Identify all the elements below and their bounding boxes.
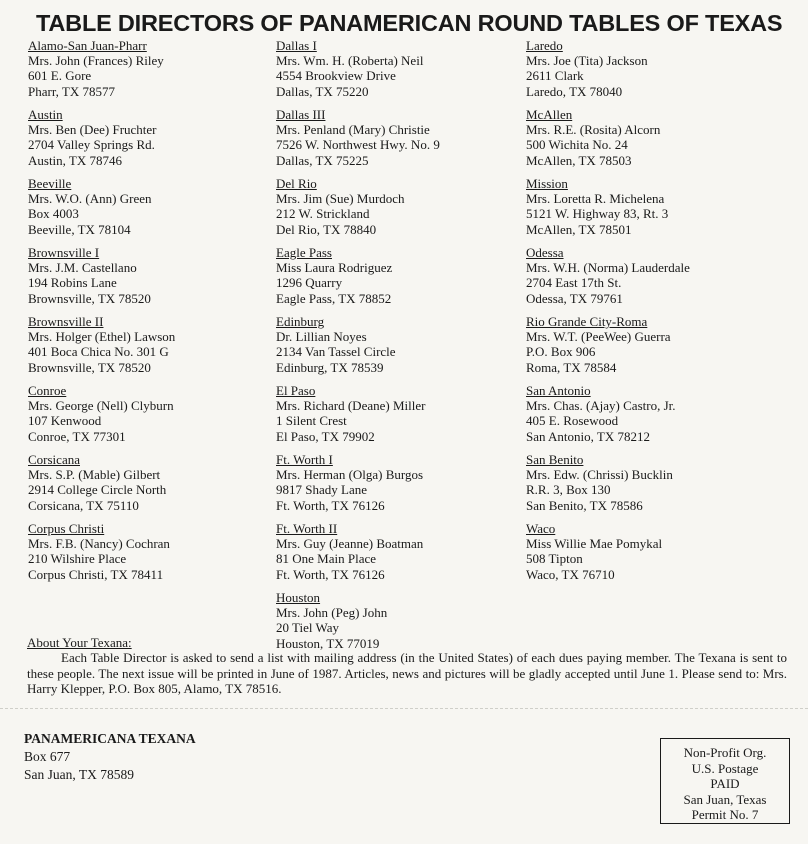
permit-line-4: San Juan, Texas xyxy=(683,791,767,807)
city-heading: Brownsville II xyxy=(28,314,104,329)
directory-column-2 xyxy=(276,38,520,659)
director-entry xyxy=(28,38,268,107)
city-heading: El Paso xyxy=(276,383,316,398)
director-name: Mrs. W.T. (PeeWee) Guerra xyxy=(526,329,671,345)
director-entry xyxy=(28,107,268,176)
permit-line-1: Non-Profit Org. xyxy=(683,745,767,760)
address-line: Corsicana, TX 75110 xyxy=(28,497,139,513)
city-heading: Beeville xyxy=(28,176,72,191)
director-name: Mrs. Herman (Olga) Burgos xyxy=(276,467,424,483)
director-entry xyxy=(526,176,786,245)
city-heading: Dallas I xyxy=(276,38,317,53)
director-entry xyxy=(526,383,786,452)
city-heading: Dallas III xyxy=(276,107,326,122)
address-line: McAllen, TX 78501 xyxy=(526,221,632,237)
city-heading: Eagle Pass xyxy=(276,245,332,260)
address-line: 4554 Brookview Drive xyxy=(276,68,396,84)
about-heading: About Your Texana: xyxy=(27,635,132,650)
city-heading: San Antonio xyxy=(526,383,591,398)
address-line: San Benito, TX 78586 xyxy=(526,497,643,513)
address-line: Corpus Christi, TX 78411 xyxy=(28,566,164,582)
address-line: Del Rio, TX 78840 xyxy=(276,221,377,237)
address-line: 500 Wichita No. 24 xyxy=(526,137,628,153)
address-line: Laredo, TX 78040 xyxy=(526,83,623,99)
director-name: Miss Laura Rodriguez xyxy=(276,260,393,276)
postage-permit-box xyxy=(660,738,790,824)
director-name: Mrs. Chas. (Ajay) Castro, Jr. xyxy=(526,398,676,414)
address-line: McAllen, TX 78503 xyxy=(526,152,632,168)
director-name: Mrs. F.B. (Nancy) Cochran xyxy=(28,536,170,552)
city-heading: Houston xyxy=(276,590,321,605)
address-line: 194 Robins Lane xyxy=(28,275,117,291)
address-line: Waco, TX 76710 xyxy=(526,566,615,582)
address-line: Conroe, TX 77301 xyxy=(28,428,126,444)
fold-divider xyxy=(0,708,808,709)
address-line: 2914 College Circle North xyxy=(28,482,167,498)
director-name: Mrs. Joe (Tita) Jackson xyxy=(526,53,648,69)
city-heading: Ft. Worth I xyxy=(276,452,333,467)
director-name: Mrs. W.O. (Ann) Green xyxy=(28,191,152,207)
director-entry xyxy=(276,452,520,521)
director-name: Mrs. John (Frances) Riley xyxy=(28,53,164,69)
address-line: El Paso, TX 79902 xyxy=(276,428,375,444)
director-name: Mrs. Jim (Sue) Murdoch xyxy=(276,191,405,207)
city-heading: Austin xyxy=(28,107,63,122)
about-body: Each Table Director is asked to send a list with mailing address (in the United States) of each dues paying member. The Texana is sent to these people. The next issue will be printed in June of 1987. Articles, news and pictures will be gladly accepted until June 1. Please send to: Mrs. Harry Klepper, P.O. Box 805, Alamo, TX 78516. xyxy=(27,650,787,697)
address-line: 2704 East 17th St. xyxy=(526,275,622,291)
address-line: 210 Wilshire Place xyxy=(28,551,127,567)
page-title: TABLE DIRECTORS OF PANAMERICAN ROUND TABLES OF TEXAS xyxy=(36,10,783,36)
address-line: Edinburg, TX 78539 xyxy=(276,359,384,375)
director-name: Mrs. Guy (Jeanne) Boatman xyxy=(276,536,424,552)
city-heading: Waco xyxy=(526,521,556,536)
address-line: Ft. Worth, TX 76126 xyxy=(276,497,385,513)
director-entry xyxy=(276,38,520,107)
address-line: 7526 W. Northwest Hwy. No. 9 xyxy=(276,137,440,153)
director-entry xyxy=(276,314,520,383)
return-line-1: Box 677 xyxy=(24,749,71,764)
director-entry xyxy=(276,107,520,176)
director-name: Mrs. Ben (Dee) Fruchter xyxy=(28,122,157,138)
director-entry xyxy=(28,245,268,314)
city-heading: Corsicana xyxy=(28,452,80,467)
address-line: 20 Tiel Way xyxy=(276,620,340,636)
return-name: PANAMERICANA TEXANA xyxy=(24,731,196,746)
director-name: Mrs. George (Nell) Clyburn xyxy=(28,398,174,414)
address-line: San Antonio, TX 78212 xyxy=(526,428,650,444)
director-entry xyxy=(276,245,520,314)
address-line: Pharr, TX 78577 xyxy=(28,83,115,99)
director-name: Mrs. Wm. H. (Roberta) Neil xyxy=(276,53,424,69)
director-name: Mrs. J.M. Castellano xyxy=(28,260,137,276)
director-name: Mrs. R.E. (Rosita) Alcorn xyxy=(526,122,661,138)
city-heading: Conroe xyxy=(28,383,67,398)
address-line: Box 4003 xyxy=(28,206,79,222)
address-line: Ft. Worth, TX 76126 xyxy=(276,566,385,582)
address-line: Beeville, TX 78104 xyxy=(28,221,131,237)
director-name: Mrs. Penland (Mary) Christie xyxy=(276,122,430,138)
address-line: 401 Boca Chica No. 301 G xyxy=(28,344,169,360)
city-heading: Edinburg xyxy=(276,314,325,329)
director-entry xyxy=(276,176,520,245)
permit-line-5: Permit No. 7 xyxy=(691,807,759,823)
city-heading: Brownsville I xyxy=(28,245,100,260)
address-line: 2611 Clark xyxy=(526,68,584,84)
director-entry xyxy=(526,245,786,314)
director-name: Mrs. S.P. (Mable) Gilbert xyxy=(28,467,161,483)
city-heading: Mission xyxy=(526,176,568,191)
address-line: 212 W. Strickland xyxy=(276,206,370,222)
address-line: 5121 W. Highway 83, Rt. 3 xyxy=(526,206,669,222)
director-name: Dr. Lillian Noyes xyxy=(276,329,367,345)
director-name: Mrs. Loretta R. Michelena xyxy=(526,191,665,207)
address-line: Odessa, TX 79761 xyxy=(526,290,623,306)
director-name: Miss Willie Mae Pomykal xyxy=(526,536,663,552)
director-name: Mrs. Edw. (Chrissi) Bucklin xyxy=(526,467,673,483)
return-address xyxy=(24,730,196,784)
city-heading: San Benito xyxy=(526,452,584,467)
city-heading: McAllen xyxy=(526,107,573,122)
address-line: Roma, TX 78584 xyxy=(526,359,617,375)
director-entry xyxy=(526,314,786,383)
address-line: 1 Silent Crest xyxy=(276,413,347,429)
address-line: P.O. Box 906 xyxy=(526,344,596,360)
director-entry xyxy=(276,521,520,590)
director-name: Mrs. W.H. (Norma) Lauderdale xyxy=(526,260,690,276)
city-heading: Ft. Worth II xyxy=(276,521,338,536)
address-line: Dallas, TX 75225 xyxy=(276,152,369,168)
director-entry xyxy=(28,452,268,521)
address-line: 2134 Van Tassel Circle xyxy=(276,344,396,360)
director-name: Mrs. Richard (Deane) Miller xyxy=(276,398,426,414)
address-line: 81 One Main Place xyxy=(276,551,377,567)
city-heading: Del Rio xyxy=(276,176,317,191)
return-line-2: San Juan, TX 78589 xyxy=(24,767,134,782)
address-line: Brownsville, TX 78520 xyxy=(28,290,151,306)
director-name: Mrs. John (Peg) John xyxy=(276,605,388,621)
directory-column-1 xyxy=(28,38,268,590)
director-entry xyxy=(526,38,786,107)
directory-column-3 xyxy=(526,38,786,590)
city-heading: Alamo-San Juan-Pharr xyxy=(28,38,147,53)
director-entry xyxy=(526,107,786,176)
city-heading: Rio Grande City-Roma xyxy=(526,314,648,329)
city-heading: Corpus Christi xyxy=(28,521,105,536)
address-line: 9817 Shady Lane xyxy=(276,482,367,498)
address-line: Dallas, TX 75220 xyxy=(276,83,369,99)
address-line: 1296 Quarry xyxy=(276,275,343,291)
address-line: 2704 Valley Springs Rd. xyxy=(28,137,155,153)
city-heading: Odessa xyxy=(526,245,564,260)
permit-line-2: U.S. Postage xyxy=(691,760,759,776)
address-line: R.R. 3, Box 130 xyxy=(526,482,611,498)
address-line: Eagle Pass, TX 78852 xyxy=(276,290,392,306)
director-entry xyxy=(28,176,268,245)
address-line: Austin, TX 78746 xyxy=(28,152,123,168)
director-name: Mrs. Holger (Ethel) Lawson xyxy=(28,329,176,345)
city-heading: Laredo xyxy=(526,38,563,53)
director-entry xyxy=(28,314,268,383)
director-entry xyxy=(276,383,520,452)
address-line: Brownsville, TX 78520 xyxy=(28,359,151,375)
director-entry xyxy=(526,521,786,590)
address-line: 508 Tipton xyxy=(526,551,583,567)
permit-line-3: PAID xyxy=(710,776,740,792)
director-entry xyxy=(28,383,268,452)
address-line: 601 E. Gore xyxy=(28,68,92,84)
address-line: Houston, TX 77019 xyxy=(276,635,380,651)
about-section xyxy=(27,635,787,697)
director-entry xyxy=(526,452,786,521)
address-line: 107 Kenwood xyxy=(28,413,102,429)
director-entry xyxy=(28,521,268,590)
address-line: 405 E. Rosewood xyxy=(526,413,619,429)
